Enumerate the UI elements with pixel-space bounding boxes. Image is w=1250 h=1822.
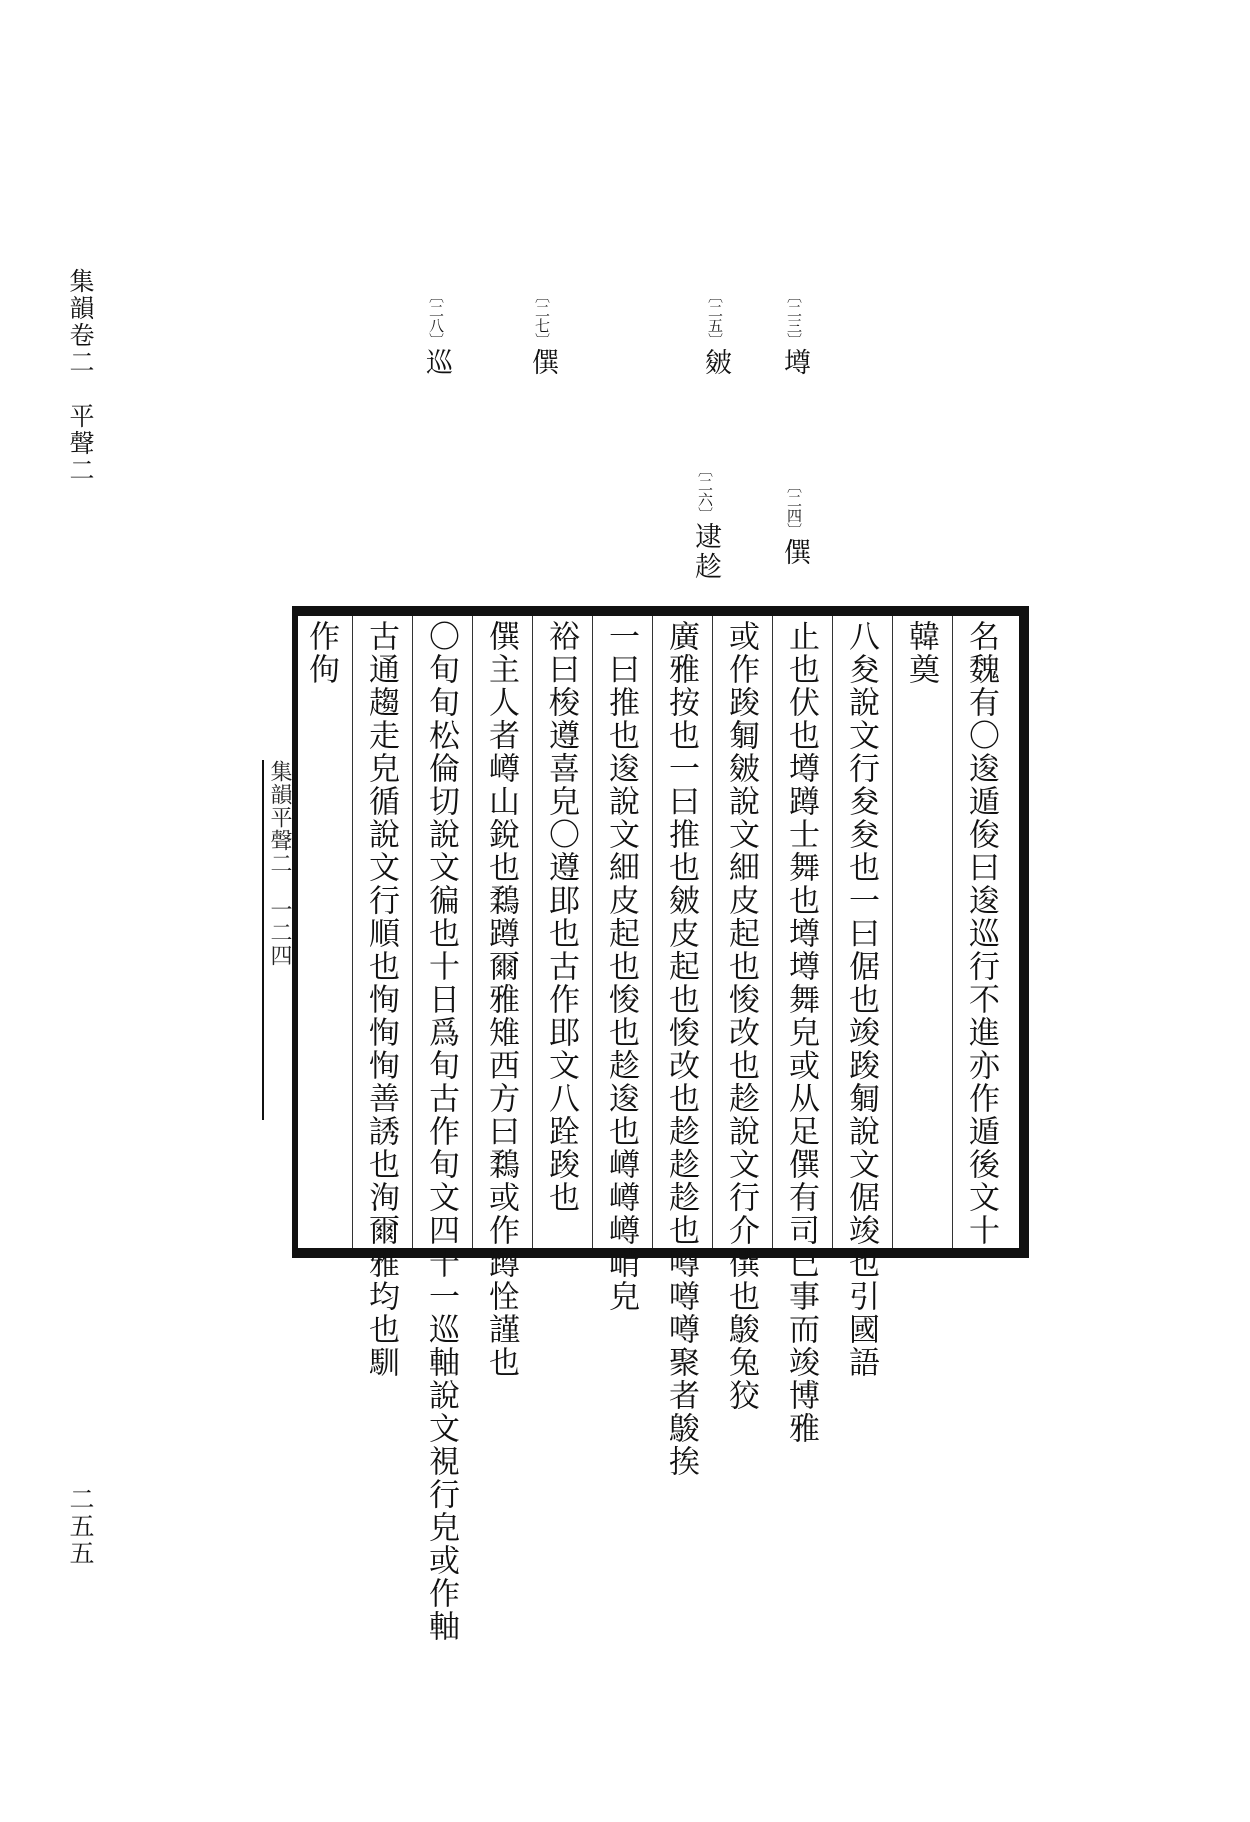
- text-column: [412, 616, 473, 1643]
- text-frame: [292, 606, 1029, 1643]
- collation-note: [775, 288, 814, 378]
- text-column: [472, 616, 533, 1379]
- page-number: 二五五: [66, 1486, 95, 1567]
- note-character: 逮趁: [690, 522, 721, 582]
- collation-note: [775, 478, 814, 568]
- note-number: 〔二四〕: [785, 478, 803, 538]
- note-number: 〔二三〕: [785, 288, 803, 348]
- note-character: 僎: [779, 538, 810, 568]
- collation-note: [696, 288, 735, 378]
- collation-note: [417, 288, 456, 378]
- text-column: [532, 616, 593, 1248]
- column-text: 止也伏也墫蹲士舞也墫墫舞皃或从足僎有司已事而竣博雅: [783, 620, 819, 1445]
- note-character: 僎: [527, 348, 558, 378]
- note-character: 巡: [421, 348, 452, 378]
- column-text: 作佝: [303, 620, 339, 686]
- gutter-caption: 集韻平聲二 一二四: [267, 760, 292, 967]
- text-column: [652, 616, 713, 1478]
- column-text: 韓奠: [903, 620, 939, 686]
- column-text: 八夋說文行夋夋也一曰倨也竣踆匔說文倨竣也引國語: [843, 620, 879, 1379]
- column-text: 一曰推也逡說文細皮起也悛也趁逡也嶟嶟嶟峭皃: [603, 620, 639, 1313]
- note-number: 〔二七〕: [533, 288, 551, 348]
- column-text: 僎主人者嶟山銳也鶔蹲爾雅雉西方曰鶔或作蹲恮謹也: [483, 620, 519, 1379]
- note-number: 〔二五〕: [706, 288, 724, 348]
- column-text: 或作踆匔皴說文細皮起也悛改也趁說文行介僎也鵔兔狡: [723, 620, 759, 1412]
- text-column: [712, 616, 773, 1412]
- collation-note: [686, 462, 725, 582]
- note-character: 墫: [779, 348, 810, 378]
- column-text: 〇旬旬松倫切說文徧也十日爲旬古作旬文四十一巡軸說文視行皃或作軸: [423, 620, 459, 1643]
- text-column: [772, 616, 833, 1445]
- note-number: 〔二六〕: [696, 462, 714, 522]
- text-column: [832, 616, 893, 1379]
- text-column: [293, 616, 353, 1248]
- text-column: [892, 616, 953, 1248]
- note-character: 皴: [700, 348, 731, 378]
- column-text: 裕曰梭遵喜皃〇遵䢸也古作䢸文八跧踆也: [543, 620, 579, 1214]
- text-column: [592, 616, 653, 1313]
- column-text: 廣雅按也一曰推也皴皮起也悛改也趁趁趁也噂噂噂聚者鵔挨: [663, 620, 699, 1478]
- note-number: 〔二八〕: [427, 288, 445, 348]
- text-column: [352, 616, 413, 1379]
- column-text: 古通趨走皃循說文行順也恂恂恂善誘也洵爾雅均也馴: [363, 620, 399, 1379]
- running-title: 集韻卷二 平聲二: [66, 268, 95, 484]
- text-column: [952, 616, 1013, 1248]
- column-text: 名魏有〇逡遁俊曰逡巡行不進亦作遁後文十: [963, 620, 999, 1247]
- collation-note: [523, 288, 562, 378]
